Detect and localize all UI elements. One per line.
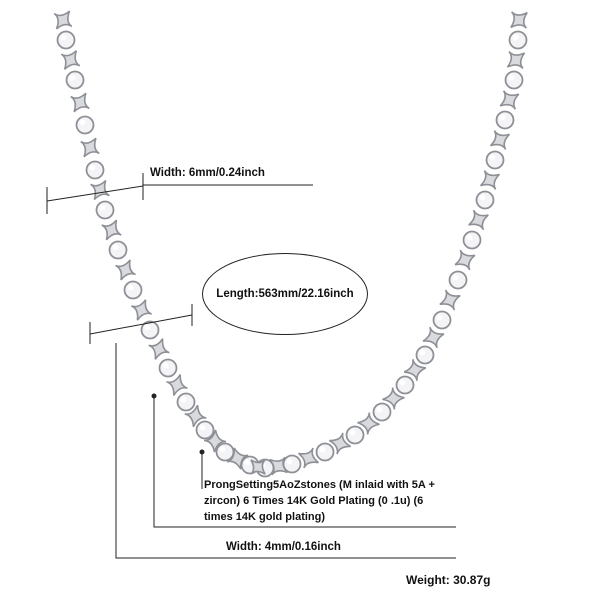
gemstone-highlight (79, 119, 85, 125)
gemstone (510, 32, 527, 49)
chain-link (494, 85, 524, 115)
gemstone (497, 112, 514, 129)
gemstone-highlight (512, 34, 518, 40)
gemstone-highlight (319, 446, 325, 452)
chain-link (464, 205, 494, 235)
gemstone (347, 427, 364, 444)
gemstone-highlight (508, 74, 514, 80)
chain-link (48, 5, 79, 36)
gemstone-highlight (376, 406, 382, 412)
gemstone (450, 272, 467, 289)
gemstone-highlight (219, 446, 225, 452)
gemstone (477, 192, 494, 209)
chain-link (475, 165, 505, 195)
gemstone (217, 444, 234, 461)
chain-link (55, 45, 85, 75)
gemstone-highlight (436, 314, 442, 320)
spec-leader-dot (200, 450, 204, 454)
gemstone-highlight (60, 34, 66, 40)
spec-label: ProngSetting5AoZstones (M inlaid with 5A + zircon) 6 Times 14K Gold Plating (0 .1u) (6 times 14K gold plating) (204, 479, 435, 523)
gemstone (397, 377, 414, 394)
gemstone (506, 72, 523, 89)
chain-link (111, 255, 140, 284)
chain-link (97, 215, 127, 245)
weight-label: Weight: 30.87g (406, 573, 491, 587)
stone-leader-dot (152, 394, 156, 398)
gemstone-highlight (199, 424, 205, 430)
chain-link (75, 132, 105, 162)
chain-link (436, 286, 465, 315)
gemstone-highlight (419, 349, 425, 355)
length-label: Length:563mm/22.16inch (216, 288, 354, 300)
gemstone (125, 282, 142, 299)
width-bottom-label: Width: 4mm/0.16inch (226, 541, 341, 553)
gemstone-highlight (349, 429, 355, 435)
chain-link (485, 125, 515, 155)
gemstone-highlight (399, 379, 405, 385)
necklace-chain (48, 4, 535, 481)
gemstone-highlight (127, 284, 133, 290)
chain-link (450, 245, 479, 274)
gemstone (464, 232, 481, 249)
gemstone (77, 117, 94, 134)
gemstone-highlight (89, 164, 95, 170)
gemstone (417, 347, 434, 364)
gemstone-highlight (69, 74, 75, 80)
gemstone (487, 152, 504, 169)
gemstone (160, 360, 177, 377)
gemstone-highlight (244, 459, 250, 465)
gemstone-highlight (286, 458, 292, 464)
chain-link (85, 175, 115, 205)
gemstone-highlight (162, 362, 168, 368)
gemstone-highlight (499, 114, 505, 120)
gemstone-highlight (99, 204, 105, 210)
gemstone (434, 312, 451, 329)
gemstone-highlight (489, 154, 495, 160)
gemstone (97, 202, 114, 219)
width-top-label: Width: 6mm/0.24inch (150, 167, 265, 179)
gemstone (317, 444, 334, 461)
gemstone (67, 72, 84, 89)
gemstone-highlight (112, 244, 118, 250)
gemstone (110, 242, 127, 259)
gemstone (197, 422, 214, 439)
gemstone (58, 32, 75, 49)
gemstone-highlight (452, 274, 458, 280)
chain-link (127, 296, 156, 325)
gemstone-highlight (180, 396, 186, 402)
gemstone (87, 162, 104, 179)
gemstone (178, 394, 195, 411)
chain-link (65, 87, 95, 117)
gemstone-highlight (144, 324, 150, 330)
gemstone-highlight (466, 234, 472, 240)
gemstone-highlight (479, 194, 485, 200)
gemstone (374, 404, 391, 421)
